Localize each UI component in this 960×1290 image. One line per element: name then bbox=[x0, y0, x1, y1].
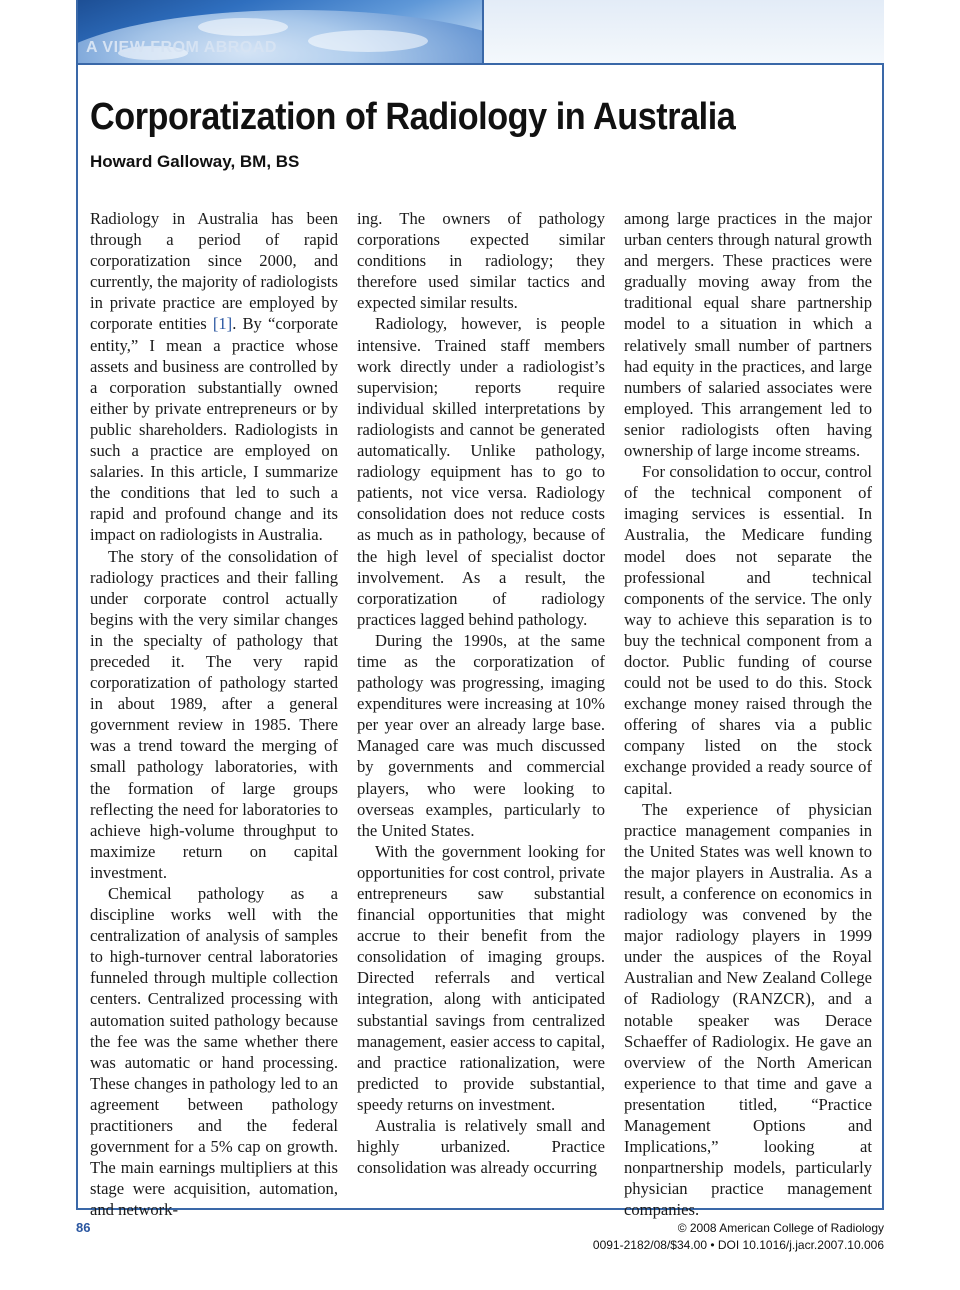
reference-link[interactable]: [1] bbox=[212, 314, 233, 334]
footer-citation bbox=[593, 1220, 884, 1254]
paragraph: Radiology in Australia has been through a period of rapid corporatization since 2000, and currently, the majority of radiologists in private practice are employed by corporate entities [1]. By “corporate entity,” I mean a practice whose assets and business are controlled by a corporation substantially owned either by private entrepreneurs or by public shareholders. Radiologists in such a practice are employed on salaries. In this article, I summarize the conditions that led to such a rapid and profound change and its impact on radiologists in Australia. bbox=[90, 209, 338, 545]
column-2 bbox=[357, 208, 605, 1178]
article-body bbox=[90, 208, 872, 1220]
banner-panel bbox=[482, 0, 884, 63]
paragraph: The story of the consolidation of radiology practices and their falling under corporate control actually begins with the very similar changes in the specialty of pathology that preceded it. The very rapid corporatization of pathology started in about 1989, after a general government review in 1985. There was a trend toward the merging of small pathology laboratories, with the formation of large groups reflecting the need for laboratories to achieve high-volume throughput to maximize return on capital investment. bbox=[90, 546, 338, 882]
paragraph: Australia is relatively small and highly urbanized. Practice consolidation was already occurring bbox=[357, 1116, 605, 1178]
article-author: Howard Galloway, BM, BS bbox=[90, 152, 300, 171]
paragraph: among large practices in the major urban centers through natural growth and mergers. These practices were gradually moving away from the traditional equal share partnership model to a situation in which a relatively small number of partners had equity in the practices, and large numbers of salaried associates were employed. This arrangement led to senior radiologists often having ownership of large income streams. bbox=[624, 209, 872, 461]
paragraph: Chemical pathology as a discipline works well with the centralization of analysis of samples to high-turnover central laboratories funneled through multiple collection centers. Centralized processing with automation suited pathology because the fee was the same whether there was automatic or hand processing. These changes in pathology led to an agreement between pathology practitioners and the federal government for a 5% cap on growth. The main earnings multipliers at this stage were acquisition, automation, and network- bbox=[90, 884, 338, 1220]
page-number: 86 bbox=[76, 1220, 91, 1235]
paragraph: Radiology, however, is people intensive. Trained staff members work directly under a radiologist’s supervision; reports require individual skilled interpretations by radiologists and cannot be generated automatically. Unlike pathology, radiology equipment has to go to patients, not vice versa. Radiology consolidation does not reduce costs as much as in pathology, because of the high level of specialist doctor involvement. As a result, the corporatization of radiology practices lagged behind pathology. bbox=[357, 314, 605, 629]
section-banner bbox=[78, 0, 884, 65]
paragraph: With the government looking for opportunities for cost control, private entrepreneurs saw substantial financial opportunities that might accrue to their benefit from the consolidation of imaging groups. Directed referrals and vertical integration, along with anticipated substantial savings from centralized management, easier access to capital, and practice rationalization, were predicted to provide substantial, speedy returns on investment. bbox=[357, 841, 605, 1114]
article-title: Corporatization of Radiology in Australia bbox=[90, 96, 736, 138]
section-label: A VIEW FROM ABROAD bbox=[86, 39, 277, 56]
paragraph: The experience of physician practice management companies in the United States was well known to the major players in Australia. As a result, a conference on economics in radiology was convened by the major radiology players in 1999 under the auspices of the Royal Australian and New Zealand College of Radiology (RANZCR), and a notable speaker was Derace Schaeffer of Radiologix. He gave an overview of the North American experience to that time and gave a presentation titled, “Practice Management Options and Implications,” looking at nonpartnership models, particularly physician practice management companies. bbox=[624, 799, 872, 1220]
column-1 bbox=[90, 208, 338, 1221]
paragraph: For consolidation to occur, control of the technical component of imaging services is essential. In Australia, the Medicare funding model does not separate the professional and technical components of the service. The only way to achieve this separation is to buy the technical component from a doctor. Public funding of course could not be used to do this. Stock exchange money raised through the offering of shares via a public company listed on the stock exchange provided a ready source of capital. bbox=[624, 462, 872, 798]
doi-line: 0091-2182/08/$34.00 • DOI 10.1016/j.jacr.2007.10.006 bbox=[592, 1238, 884, 1252]
paragraph: ing. The owners of pathology corporations expected similar conditions in radiology; they therefore used similar tactics and expected similar results. bbox=[357, 209, 605, 313]
paragraph: During the 1990s, at the same time as the corporatization of pathology was progressing, imaging expenditures were increasing at 10% per year over an already large base. Managed care was much discussed by governments and commercial players, who were looking to overseas examples, particularly to the United States. bbox=[357, 630, 605, 840]
earth-banner-image bbox=[78, 0, 482, 63]
column-3 bbox=[624, 208, 872, 1221]
copyright-line: © 2008 American College of Radiology bbox=[677, 1221, 884, 1235]
